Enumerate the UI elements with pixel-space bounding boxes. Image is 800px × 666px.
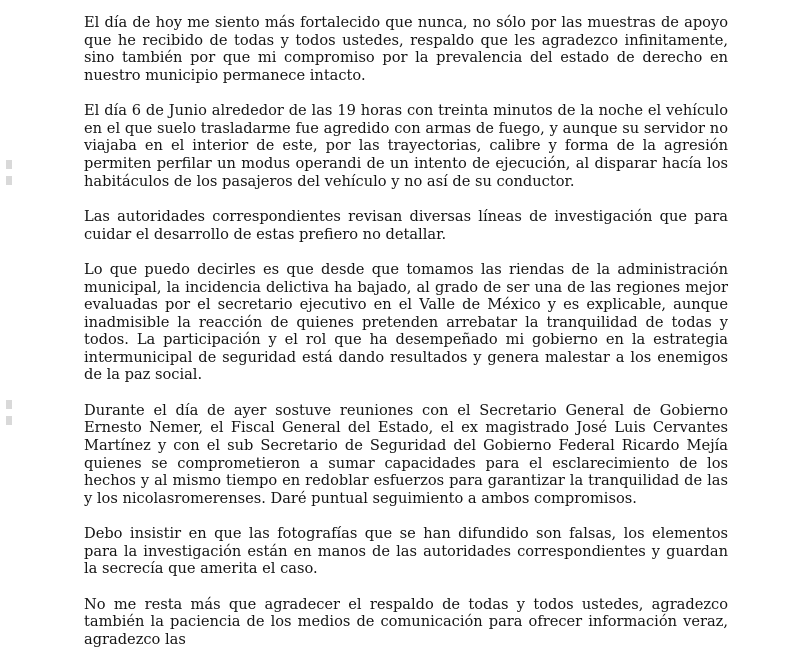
- margin-mark: [6, 176, 12, 185]
- paragraph-7: No me resta más que agradecer el respaldo de todas y todos ustedes, agradezco también la paciencia de los medios de comunicación para ofrecer información veraz, agradezco las: [84, 595, 728, 648]
- paragraph-3: Las autoridades correspondientes revisan diversas líneas de investigación que para cuidar el desarrollo de estas prefiero no detallar.: [84, 207, 728, 243]
- paragraph-5: Durante el día de ayer sostuve reuniones con el Secretario General de Gobierno Ernesto Nemer, el Fiscal General del Estado, el ex magistrado José Luis Cervantes Martínez y con el sub Secretario de Seguridad del Gobierno Federal Ricardo Mejía quienes se comprometieron a sumar capacidades para el esclarecimiento de los hechos y al mismo tiempo en redoblar esfuerzos para garantizar la tranquilidad de las y los nicolasromerenses. Daré puntual seguimiento a ambos compromisos.: [84, 401, 728, 507]
- paragraph-6: Debo insistir en que las fotografías que se han difundido son falsas, los elementos para la investigación están en manos de las autoridades correspondientes y guardan la secrecía que amerita el caso.: [84, 525, 728, 578]
- letter-body: [84, 14, 728, 666]
- paragraph-1: El día de hoy me siento más fortalecido que nunca, no sólo por las muestras de apoyo que he recibido de todas y todos ustedes, respaldo que les agradezco infinitamente, sino también por que mi compromiso por la prevalencia del estado de derecho en nuestro municipio permanece intacto.: [84, 14, 728, 84]
- margin-mark: [6, 400, 12, 409]
- paragraph-2: El día 6 de Junio alrededor de las 19 horas con treinta minutos de la noche el vehículo en el que suelo trasladarme fue agredido con armas de fuego, y aunque su servidor no viajaba en el interior de este, por las trayectorias, calibre y forma de la agresión permiten perfilar un modus operandi de un intento de ejecución, al disparar hacía los habitáculos de los pasajeros del vehículo y no así de su conductor.: [84, 102, 728, 190]
- margin-mark: [6, 416, 12, 425]
- paragraph-4: Lo que puedo decirles es que desde que tomamos las riendas de la administración municipal, la incidencia delictiva ha bajado, al grado de ser una de las regiones mejor evaluadas por el secretario ejecutivo en el Valle de México y es explicable, aunque inadmisible la reacción de quienes pretenden arrebatar la tranquilidad de todas y todos. La participación y el rol que ha desempeñado mi gobierno en la estrategia intermunicipal de seguridad está dando resultados y genera malestar a los enemigos de la paz social.: [84, 260, 728, 384]
- margin-mark: [6, 160, 12, 169]
